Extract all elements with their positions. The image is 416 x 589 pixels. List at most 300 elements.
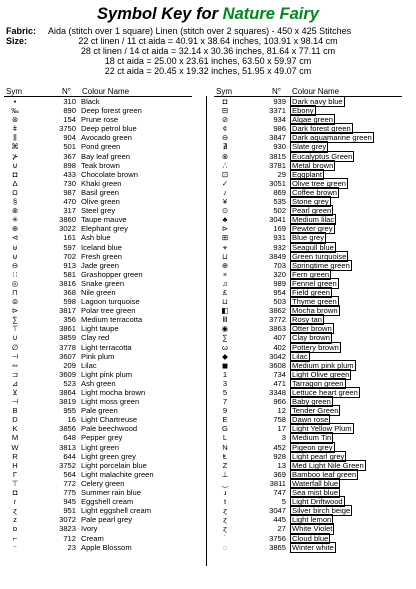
size-line: 28 ct linen / 14 ct aida = 32.14 x 30.36 inches, 81.64 x 77.11 cm xyxy=(80,46,336,56)
colour-name: Bamboo leaf green xyxy=(292,469,357,479)
key-row xyxy=(4,279,204,288)
colour-number: 987 xyxy=(63,187,76,197)
key-row xyxy=(4,233,204,242)
key-row xyxy=(4,243,204,252)
key-row xyxy=(4,497,204,506)
key-row xyxy=(214,233,414,242)
symbol-glyph: ⊛ xyxy=(11,115,19,125)
symbol-glyph: ⊓ xyxy=(12,287,18,297)
colour-name: Fern green xyxy=(292,269,330,279)
symbol-glyph: § xyxy=(12,197,18,207)
colour-name: Coffee brown xyxy=(292,187,338,197)
colour-number: 535 xyxy=(273,197,286,207)
colour-number: 913 xyxy=(63,260,76,270)
colour-number: 730 xyxy=(63,178,76,188)
colour-number: 3778 xyxy=(59,342,76,352)
key-row xyxy=(214,343,414,352)
key-row xyxy=(214,279,414,288)
key-row xyxy=(4,306,204,315)
colour-name: Light malachite green xyxy=(81,469,154,479)
colour-number: 154 xyxy=(63,115,76,125)
key-row xyxy=(214,124,414,133)
colour-name: Light green grey xyxy=(81,451,136,461)
symbol-glyph: t xyxy=(223,497,227,507)
symbol-glyph: ‿ xyxy=(221,478,229,488)
colour-number: 3811 xyxy=(269,478,286,488)
colour-name: Light taupe xyxy=(81,324,119,334)
colour-name: Grashopper green xyxy=(81,269,143,279)
symbol-glyph: ✓ xyxy=(221,178,229,188)
symbol-glyph: ⊙ xyxy=(221,206,229,216)
key-row xyxy=(214,188,414,197)
colour-number: 5 xyxy=(281,497,286,507)
key-row xyxy=(4,543,204,552)
colour-number: 3348 xyxy=(269,388,286,397)
key-row xyxy=(214,224,414,233)
colour-number: 16 xyxy=(67,415,76,425)
symbol-glyph: Γ xyxy=(12,469,18,479)
title-pattern-name: Nature Fairy xyxy=(222,5,319,23)
colour-number: 3022 xyxy=(59,224,76,234)
symbol-glyph: L xyxy=(222,433,228,443)
colour-number: 3816 xyxy=(59,278,76,288)
size-row xyxy=(6,66,410,76)
key-row xyxy=(214,243,414,252)
colour-number: 3817 xyxy=(59,306,76,316)
key-row xyxy=(4,415,204,424)
colour-name: Medium Tin xyxy=(292,433,332,443)
key-row xyxy=(4,379,204,388)
key-row xyxy=(4,343,204,352)
colour-number: 930 xyxy=(273,142,286,152)
symbol-glyph: ⊎ xyxy=(12,242,18,252)
key-row xyxy=(4,424,204,433)
key-row xyxy=(214,106,414,115)
colour-name: Black xyxy=(81,97,100,106)
key-row xyxy=(214,161,414,170)
key-row xyxy=(4,315,204,324)
colour-number: 13 xyxy=(277,460,286,470)
colour-number: 3609 xyxy=(59,369,76,379)
symbol-glyph: ⊻ xyxy=(12,388,18,397)
colour-number: 452 xyxy=(273,442,286,452)
key-row xyxy=(4,252,204,261)
colour-name: Light terracotta xyxy=(81,342,132,352)
colour-name: Stone grey xyxy=(292,197,329,207)
colour-name: Bay leaf green xyxy=(81,151,130,161)
colour-name: Lettuce heart green xyxy=(292,388,358,397)
colour-number: 169 xyxy=(273,224,286,234)
key-row xyxy=(214,415,414,424)
colour-number: 3847 xyxy=(269,133,286,143)
symbol-glyph: × xyxy=(222,269,228,279)
header-number: N° xyxy=(272,87,281,96)
colour-number: 369 xyxy=(273,469,286,479)
key-row xyxy=(4,161,204,170)
colour-name: Light porcelain blue xyxy=(81,460,147,470)
colour-name: Tarragon green xyxy=(292,378,344,388)
colour-number: 3859 xyxy=(59,333,76,343)
colour-number: 932 xyxy=(273,242,286,252)
colour-name: Pepper grey xyxy=(81,433,123,443)
key-row xyxy=(214,206,414,215)
symbol-glyph: ◌ xyxy=(222,542,228,552)
colour-number: 317 xyxy=(63,206,76,216)
colour-name: Pale green xyxy=(81,406,118,416)
key-row xyxy=(4,142,204,151)
colour-name: Pale pearl grey xyxy=(81,515,133,525)
key-row xyxy=(214,306,414,315)
colour-number: 433 xyxy=(63,169,76,179)
title-prefix: Symbol Key for xyxy=(97,5,223,23)
colour-number: 3865 xyxy=(269,542,286,552)
colour-name: Pond green xyxy=(81,142,121,152)
symbol-glyph: ∑ xyxy=(222,333,228,343)
colour-name: Apple Blossom xyxy=(81,542,132,552)
colour-number: 703 xyxy=(273,260,286,270)
symbol-glyph: ◘ xyxy=(12,169,18,179)
colour-name: Celery green xyxy=(81,478,125,488)
symbol-glyph: B xyxy=(12,406,18,416)
symbol-glyph: ∑ xyxy=(12,315,18,325)
colour-number: 3 xyxy=(281,433,286,443)
key-row xyxy=(4,361,204,370)
key-row xyxy=(214,443,414,452)
colour-number: 471 xyxy=(273,378,286,388)
size-line: 18 ct aida = 25.00 x 23.61 inches, 63.50 x 59.97 cm xyxy=(104,56,312,66)
colour-number: 3750 xyxy=(59,124,76,134)
colour-name: Olive tree green xyxy=(292,178,347,188)
colour-number: 3047 xyxy=(269,506,286,516)
header-sym: Sym xyxy=(216,87,232,96)
key-row xyxy=(214,333,414,342)
colour-name: Baby green xyxy=(292,397,331,407)
key-row xyxy=(4,224,204,233)
symbol-glyph: ɹ xyxy=(223,488,227,498)
colour-number: 3849 xyxy=(269,251,286,261)
header-colour-name: Colour Name xyxy=(292,87,340,96)
colour-number: 564 xyxy=(63,469,76,479)
symbol-glyph: ɀ xyxy=(13,506,17,516)
colour-number: 23 xyxy=(67,542,76,552)
key-row xyxy=(214,315,414,324)
symbol-glyph: ¥ xyxy=(222,197,228,207)
symbol-glyph: ⊥ xyxy=(221,469,229,479)
key-row xyxy=(214,179,414,188)
symbol-glyph: Z xyxy=(222,460,228,470)
symbol-glyph: £ xyxy=(222,287,228,297)
colour-name: Lilac xyxy=(81,360,97,370)
key-row xyxy=(214,379,414,388)
colour-number: 470 xyxy=(63,197,76,207)
symbol-glyph: ∄ xyxy=(222,142,228,152)
key-row xyxy=(214,461,414,470)
colour-name: Avocado green xyxy=(81,133,132,143)
colour-name: Light pearl grey xyxy=(292,451,345,461)
key-row xyxy=(4,352,204,361)
colour-number: 445 xyxy=(273,515,286,525)
colour-name: Winter white xyxy=(292,542,334,552)
key-row xyxy=(4,115,204,124)
colour-name: Cloud blue xyxy=(292,533,329,543)
colour-name: Tender Green xyxy=(292,406,339,416)
colour-number: 209 xyxy=(63,360,76,370)
key-row xyxy=(4,152,204,161)
colour-number: 989 xyxy=(273,278,286,288)
key-row xyxy=(214,370,414,379)
symbol-glyph: ◆ xyxy=(222,351,228,361)
colour-name: Medium terracotta xyxy=(81,315,143,325)
pattern-info xyxy=(6,26,410,76)
symbol-glyph: 3 xyxy=(222,378,228,388)
colour-number: 356 xyxy=(63,315,76,325)
colour-number: 367 xyxy=(63,151,76,161)
colour-number: 581 xyxy=(63,269,76,279)
colour-number: 939 xyxy=(273,97,286,106)
colour-number: 712 xyxy=(63,533,76,543)
colour-number: 986 xyxy=(273,124,286,134)
symbol-glyph: ɀ xyxy=(223,515,227,525)
colour-number: 502 xyxy=(273,206,286,216)
colour-name: Light eggshell cream xyxy=(81,506,152,516)
symbol-glyph: ∾ xyxy=(11,360,19,370)
colour-number: 523 xyxy=(63,378,76,388)
colour-number: 3072 xyxy=(59,515,76,525)
symbol-glyph: 1 xyxy=(222,369,228,379)
symbol-glyph: ⊖ xyxy=(11,260,19,270)
colour-number: 320 xyxy=(273,269,286,279)
fabric-label: Fabric: xyxy=(6,26,37,36)
colour-number: 3772 xyxy=(269,315,286,325)
left-column xyxy=(4,97,204,552)
colour-name: Fennel green xyxy=(292,278,337,288)
colour-name: Eggshell cream xyxy=(81,497,134,507)
key-row xyxy=(214,524,414,533)
colour-name: Snake green xyxy=(81,278,125,288)
colour-number: 931 xyxy=(273,233,286,243)
key-row xyxy=(214,170,414,179)
colour-number: 904 xyxy=(63,133,76,143)
symbol-glyph: ⊕ xyxy=(221,260,229,270)
key-row xyxy=(4,188,204,197)
colour-name: Nile green xyxy=(81,287,116,297)
colour-name: Ash green xyxy=(81,378,116,388)
colour-name: Medium pink plum xyxy=(292,360,354,370)
colour-number: 955 xyxy=(63,406,76,416)
symbol-glyph: ◘ xyxy=(12,488,18,498)
colour-name: Light Chartreuse xyxy=(81,415,138,425)
colour-name: Eucalyptus Green xyxy=(292,151,353,161)
colour-number: 734 xyxy=(273,369,286,379)
colour-number: 501 xyxy=(63,142,76,152)
colour-name: Khaki green xyxy=(81,178,122,188)
symbol-glyph: ω xyxy=(222,342,228,352)
colour-name: Ash blue xyxy=(81,233,111,243)
key-row xyxy=(4,443,204,452)
key-row xyxy=(214,388,414,397)
symbol-glyph: ∅ xyxy=(11,342,19,352)
symbol-glyph: ⊍ xyxy=(12,160,18,170)
symbol-glyph: Δ xyxy=(12,178,18,188)
colour-number: 3371 xyxy=(269,106,286,116)
colour-name: Lagoon turquoise xyxy=(81,297,140,307)
fabric-row xyxy=(6,26,410,36)
colour-number: 747 xyxy=(273,488,286,498)
colour-number: 27 xyxy=(277,524,286,534)
key-row xyxy=(4,488,204,497)
column-divider xyxy=(206,96,207,566)
colour-number: 772 xyxy=(63,478,76,488)
symbol-glyph: ⊿ xyxy=(11,378,19,388)
key-row xyxy=(214,543,414,552)
symbol-glyph: ⊳ xyxy=(11,306,19,316)
symbol-glyph: ɀ xyxy=(223,506,227,516)
colour-name: Light Driftwood xyxy=(292,497,343,507)
symbol-glyph: ⊞ xyxy=(221,233,229,243)
key-row xyxy=(4,215,204,224)
key-row xyxy=(4,333,204,342)
colour-name: Mocha brown xyxy=(292,306,338,316)
symbol-glyph: ⊣ xyxy=(11,351,19,361)
colour-name: Fresh green xyxy=(81,251,122,261)
colour-name: Teak brown xyxy=(81,160,120,170)
colour-name: Pale beechwood xyxy=(81,424,138,434)
key-row xyxy=(214,97,414,106)
colour-name: Field green xyxy=(292,287,330,297)
key-row xyxy=(214,297,414,306)
symbol-glyph: ⊍ xyxy=(12,251,18,261)
colour-name: Dark forest green xyxy=(292,124,351,134)
symbol-glyph: ⊐ xyxy=(11,369,19,379)
symbol-glyph: ⊖ xyxy=(221,133,229,143)
colour-number: 3863 xyxy=(269,324,286,334)
symbol-glyph: ⊁ xyxy=(11,151,19,161)
symbol-glyph: H xyxy=(12,460,18,470)
key-row xyxy=(214,270,414,279)
colour-number: 161 xyxy=(63,233,76,243)
colour-number: 3607 xyxy=(59,351,76,361)
colour-number: 3861 xyxy=(59,324,76,334)
size-row xyxy=(6,56,410,66)
key-row xyxy=(214,152,414,161)
key-row xyxy=(214,534,414,543)
symbol-glyph: Ⱡ xyxy=(222,451,228,461)
colour-number: 644 xyxy=(63,451,76,461)
symbol-glyph: ⊗ xyxy=(11,206,19,216)
key-row xyxy=(214,197,414,206)
colour-name: Thyme green xyxy=(292,297,337,307)
symbol-glyph: ◧ xyxy=(221,306,229,316)
colour-name: Otter brown xyxy=(292,324,332,334)
colour-number: 3781 xyxy=(269,160,286,170)
colour-name: Light pink plum xyxy=(81,369,133,379)
key-row xyxy=(4,270,204,279)
key-row xyxy=(4,461,204,470)
key-row xyxy=(4,124,204,133)
key-row xyxy=(4,97,204,106)
colour-name: Light Yellow Plum xyxy=(292,424,352,434)
symbol-glyph: ǂ xyxy=(12,124,18,134)
colour-number: 966 xyxy=(273,397,286,407)
colour-number: 648 xyxy=(63,433,76,443)
colour-name: Iceland blue xyxy=(81,242,122,252)
colour-name: Pink plum xyxy=(81,351,115,361)
colour-name: White Violet xyxy=(292,524,333,534)
colour-name: Light green xyxy=(81,442,119,452)
symbol-glyph: ⫼ xyxy=(13,133,17,143)
key-row xyxy=(214,506,414,515)
symbol-glyph: ¢ xyxy=(222,124,228,134)
colour-number: 3819 xyxy=(59,397,76,407)
colour-number: 869 xyxy=(273,187,286,197)
colour-name: Med Light Nile Green xyxy=(292,460,364,470)
symbol-glyph: ⊗ xyxy=(221,151,229,161)
colour-number: 12 xyxy=(277,406,286,416)
symbol-glyph: E xyxy=(222,415,228,425)
colour-name: Clay brown xyxy=(292,333,330,343)
colour-number: 934 xyxy=(273,115,286,125)
colour-number: 503 xyxy=(273,297,286,307)
symbol-glyph: ⊲ xyxy=(11,233,19,243)
colour-number: 758 xyxy=(273,415,286,425)
key-row xyxy=(214,252,414,261)
colour-number: 3042 xyxy=(269,351,286,361)
symbol-glyph: 9 xyxy=(222,406,228,416)
colour-name: Ebony xyxy=(292,106,314,116)
symbol-glyph: ˙ xyxy=(223,533,227,543)
symbol-glyph: ⌘ xyxy=(11,142,19,152)
colour-number: 702 xyxy=(63,251,76,261)
colour-name: Summer rain blue xyxy=(81,488,141,498)
colour-name: Rosy tan xyxy=(292,315,322,325)
colour-number: 368 xyxy=(63,287,76,297)
fabric-text: Aida (stitch over 1 square) Linen (stitch over 2 squares) - 450 x 425 Stitches xyxy=(48,26,352,36)
key-row xyxy=(4,388,204,397)
colour-name: Cream xyxy=(81,533,104,543)
colour-number: 928 xyxy=(273,451,286,461)
symbol-glyph: ♫ xyxy=(222,278,228,288)
colour-name: Light mocha brown xyxy=(81,388,146,397)
symbol-glyph: ∪ xyxy=(12,333,18,343)
symbol-glyph: 7 xyxy=(222,397,228,407)
symbol-glyph: ♣ xyxy=(222,215,228,225)
symbol-glyph: ɀ xyxy=(223,524,227,534)
key-row xyxy=(214,324,414,333)
colour-name: Olive green xyxy=(81,197,120,207)
colour-name: Deep petrol blue xyxy=(81,124,137,134)
symbol-glyph: ⌖ xyxy=(222,242,228,252)
key-row xyxy=(4,206,204,215)
key-row xyxy=(214,515,414,524)
key-row xyxy=(4,133,204,142)
key-row xyxy=(214,215,414,224)
symbol-glyph: ɒ xyxy=(12,524,18,534)
symbol-glyph: W xyxy=(11,442,19,452)
colour-name: Springtime green xyxy=(292,260,350,270)
colour-name: Slate grey xyxy=(292,142,327,152)
colour-number: 3756 xyxy=(269,533,286,543)
size-line: 22 ct linen / 11 ct aida = 40.91 x 38.64 inches, 103.91 x 98.14 cm xyxy=(78,36,338,46)
key-row xyxy=(214,488,414,497)
symbol-glyph: ∷ xyxy=(12,269,18,279)
symbol-glyph: ⊡ xyxy=(221,169,229,179)
colour-number: 951 xyxy=(63,506,76,516)
symbol-glyph: R xyxy=(12,451,18,461)
key-row xyxy=(4,534,204,543)
symbol-glyph: ⊕ xyxy=(11,224,19,234)
symbol-glyph: ⊔ xyxy=(222,251,228,261)
key-row xyxy=(4,397,204,406)
